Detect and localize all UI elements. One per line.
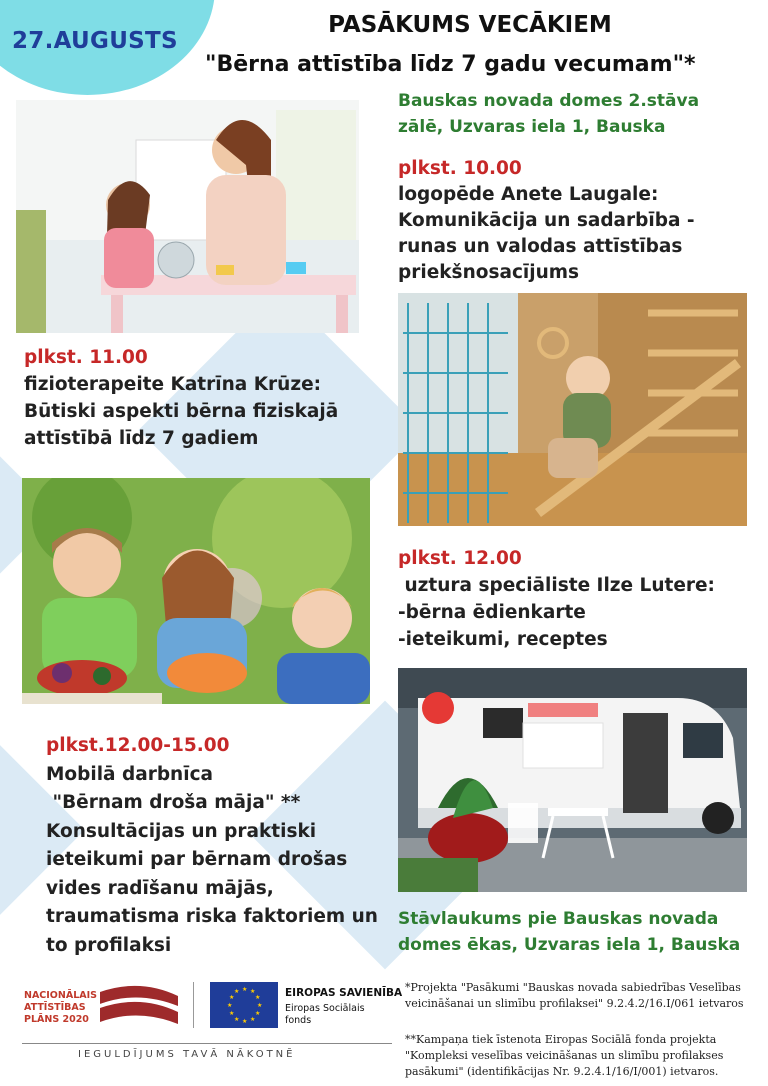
session-mobile-line: Konsultācijas un praktiski: [46, 820, 317, 842]
svg-text:★: ★: [234, 1016, 240, 1023]
venue-bottom-line1: Stāvlaukums pie Bauskas novada: [398, 909, 719, 929]
venue-top-line2: zālē, Uzvaras iela 1, Bauska: [398, 117, 666, 137]
svg-text:★: ★: [257, 1002, 263, 1009]
photo-mobile-workshop: [398, 668, 747, 892]
session-1100-line: fizioterapeite Katrīna Krūze:: [24, 374, 322, 395]
session-1200-line: -ieteikumi, receptes: [398, 629, 608, 650]
latvian-flag-logo: [98, 984, 180, 1026]
footer-divider: [193, 982, 194, 1028]
session-1100-time: plkst. 11.00: [24, 347, 148, 368]
event-date: 27.AUGUSTS: [12, 28, 178, 54]
session-mobile-line: to profilaksi: [46, 934, 172, 956]
photo-baby-climbing: [398, 293, 747, 526]
nap-line2: ATTĪSTĪBAS: [24, 1002, 86, 1013]
venue-bottom-line2: domes ēkas, Uzvaras iela 1, Bauska: [398, 935, 741, 955]
session-mobile-line: traumatisma riska faktoriem un: [46, 906, 378, 927]
nap-line1: NACIONĀLAIS: [24, 990, 97, 1001]
eu-title: EIROPAS SAVIENĪBA: [285, 987, 403, 999]
session-1100-line: Būtiski aspekti bērna fiziskajā: [24, 401, 339, 422]
svg-text:★: ★: [229, 994, 235, 1001]
svg-text:★: ★: [242, 986, 248, 993]
eu-sub2: fonds: [285, 1015, 312, 1026]
photo-kids-fruit: [22, 478, 370, 704]
session-mobile-line: Mobilā darbnīca: [46, 763, 214, 785]
footer-rule: [22, 1043, 392, 1044]
session-mobile-time: plkst.12.00-15.00: [46, 735, 230, 756]
session-1000-line: priekšnosacījums: [398, 262, 580, 283]
page-subtitle: "Bērna attīstība līdz 7 gadu vecumam"*: [205, 52, 696, 77]
svg-text:★: ★: [250, 988, 256, 995]
session-1100-line: attīstībā līdz 7 gadiem: [24, 428, 259, 449]
session-1200-time: plkst. 12.00: [398, 548, 522, 569]
footer-tagline: IEGULDĪJUMS TAVĀ NĀKOTNĒ: [78, 1049, 296, 1060]
session-mobile: [46, 732, 396, 960]
svg-text:★: ★: [250, 1016, 256, 1023]
eu-subtitle: [285, 1003, 365, 1027]
svg-text:★: ★: [255, 1010, 261, 1017]
photo-baby-climbing-image: [398, 293, 747, 526]
session-1000-time: plkst. 10.00: [398, 158, 522, 179]
photo-kids-fruit-image: [22, 478, 370, 704]
svg-text:★: ★: [227, 1002, 233, 1009]
venue-bottom: [398, 906, 740, 958]
eu-flag-logo: [210, 982, 278, 1028]
nap-logo-text: [24, 990, 97, 1026]
session-1200-line: -bērna ēdienkarte: [398, 602, 586, 623]
session-1000-line: logopēde Anete Laugale:: [398, 184, 659, 205]
nap-line3: PLĀNS 2020: [24, 1014, 89, 1025]
page-title: PASĀKUMS VECĀKIEM: [328, 12, 612, 38]
footnote-2: **Kampaņa tiek īstenota Eiropas Sociālā fonda projekta "Kompleksi veselības veicināšanas un slimību profilakses pasākumi" (identifikācijas Nr. 9.2.4.1/16/I/001) ietvaros.: [405, 1033, 724, 1078]
eu-sub1: Eiropas Sociālais: [285, 1003, 365, 1014]
session-1000-line: runas un valodas attīstības: [398, 236, 683, 257]
session-mobile-line: ieteikumi par bērnam drošas: [46, 849, 348, 870]
venue-top: [398, 88, 699, 140]
session-1200-line: uztura speciāliste Ilze Lutere:: [398, 575, 715, 596]
photo-mobile-workshop-image: [398, 668, 747, 892]
footnote-1: *Projekta "Pasākumi "Bauskas novada sabiedrības Veselības veicināšanai un slimību profilaksei" 9.2.4.2/16.I/061 ietvaros: [405, 981, 744, 1010]
session-1000-line: Komunikācija un sadarbība -: [398, 210, 695, 231]
session-1200: [398, 545, 758, 653]
photo-speech-therapy: [16, 100, 359, 333]
photo-speech-therapy-image: [16, 100, 359, 333]
svg-text:★: ★: [255, 994, 261, 1001]
session-mobile-line: "Bērnam droša māja" **: [46, 792, 301, 813]
svg-text:★: ★: [229, 1010, 235, 1017]
session-1000: [398, 156, 758, 286]
session-mobile-line: vides radīšanu mājās,: [46, 877, 274, 899]
session-1100: [24, 344, 374, 452]
svg-text:★: ★: [234, 988, 240, 995]
svg-text:★: ★: [242, 1018, 248, 1025]
venue-top-line1: Bauskas novada domes 2.stāva: [398, 91, 700, 111]
